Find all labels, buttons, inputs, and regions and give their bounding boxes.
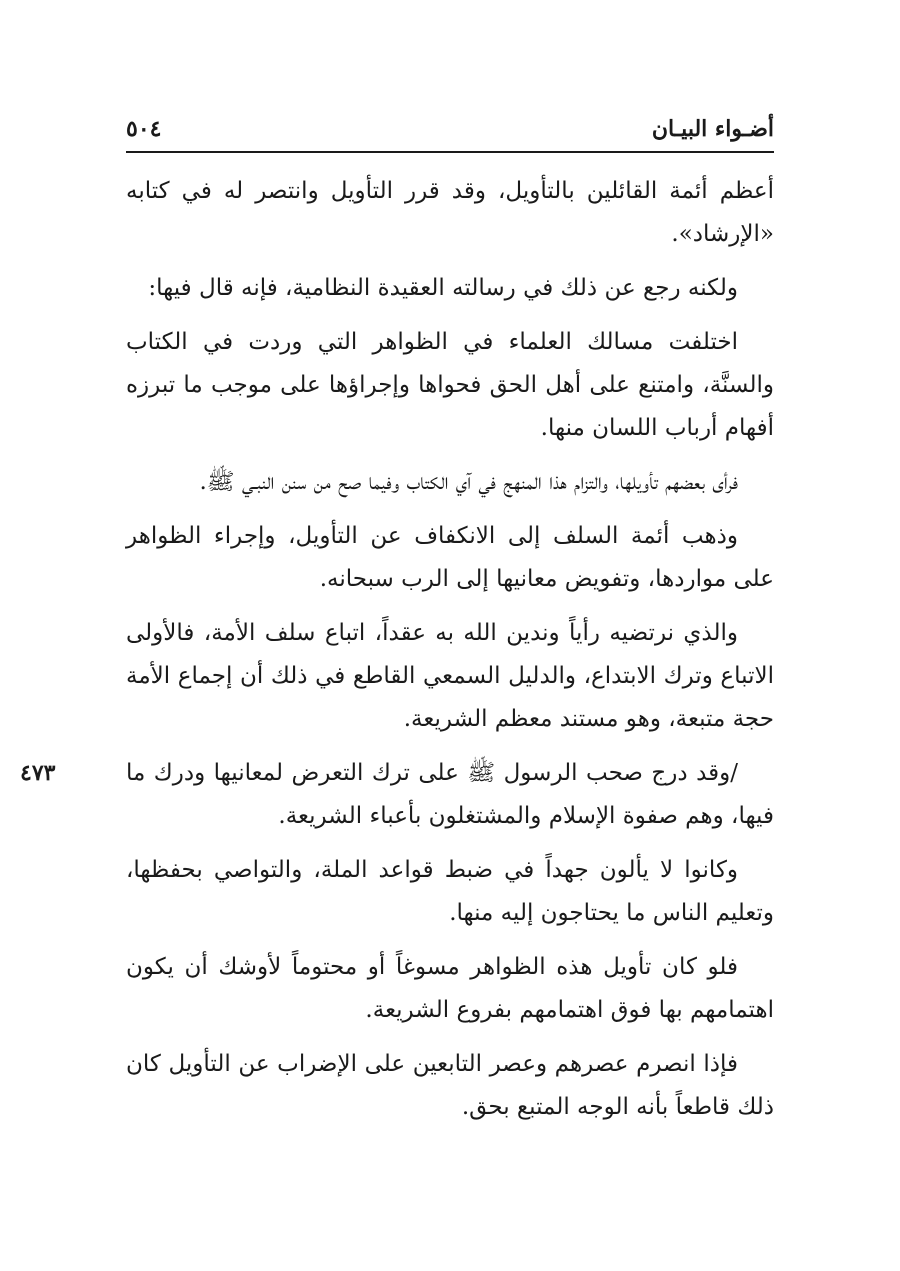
paragraph-3: اختلفت مسالك العلماء في الظواهر التي وردت في الكتاب والسنَّة، وامتنع على أهل الحق فحواها وإجراؤها على موجب ما تبرزه أفهام أرباب اللسان منها. <box>126 329 774 441</box>
paragraph-7: /وقد درج صحب الرسول ﷺ على ترك التعرض لمعانيها ودرك ما فيها، وهم صفوة الإسلام والمشتغلون بأعباء الشريعة. <box>126 760 774 829</box>
header-rule <box>126 151 774 153</box>
paragraph-7-wrapper <box>20 752 774 838</box>
paragraph-10: فإذا انصرم عصرهم وعصر التابعين على الإضراب عن التأويل كان ذلك قاطعاً بأنه الوجه المتبع بحق. <box>126 1051 774 1120</box>
header-title: أضـواء البيـان <box>651 116 774 142</box>
paragraph-6: والذي نرتضيه رأياً وندين الله به عقداً، اتباع سلف الأمة، فالأولى الاتباع وترك الابتداع، والدليل السمعي القاطع في ذلك أن إجماع الأمة حجة متبعة، وهو مستند معظم الشريعة. <box>126 620 774 732</box>
paragraph-8: وكانوا لا يألون جهداً في ضبط قواعد الملة، والتواصي بحفظها، وتعليم الناس ما يحتاجون إليه منها. <box>126 857 774 926</box>
page-number: ٥٠٤ <box>126 116 162 142</box>
body-text <box>20 170 774 1140</box>
paragraph-4: فرأى بعضهم تأويلها، والتزام هذا المنهج في آي الكتاب وفيما صح من سنن النبـي ﷺ. <box>199 469 738 495</box>
paragraph-9: فلو كان تأويل هذه الظواهر مسوغاً أو محتوماً لأوشك أن يكون اهتمامهم بها فوق اهتمامهم بفروع الشريعة. <box>126 954 774 1023</box>
paragraph-1: أعظم أئمة القائلين بالتأويل، وقد قرر التأويل وانتصر له في كتابه «الإرشاد». <box>126 178 774 247</box>
running-header <box>126 112 774 152</box>
paragraph-2: ولكنه رجع عن ذلك في رسالته العقيدة النظامية، فإنه قال فيها: <box>148 275 738 301</box>
margin-page-number: ٤٧٣ <box>20 760 56 786</box>
paragraph-5: وذهب أئمة السلف إلى الانكفاف عن التأويل، وإجراء الظواهر على مواردها، وتفويض معانيها إلى الرب سبحانه. <box>126 523 774 592</box>
